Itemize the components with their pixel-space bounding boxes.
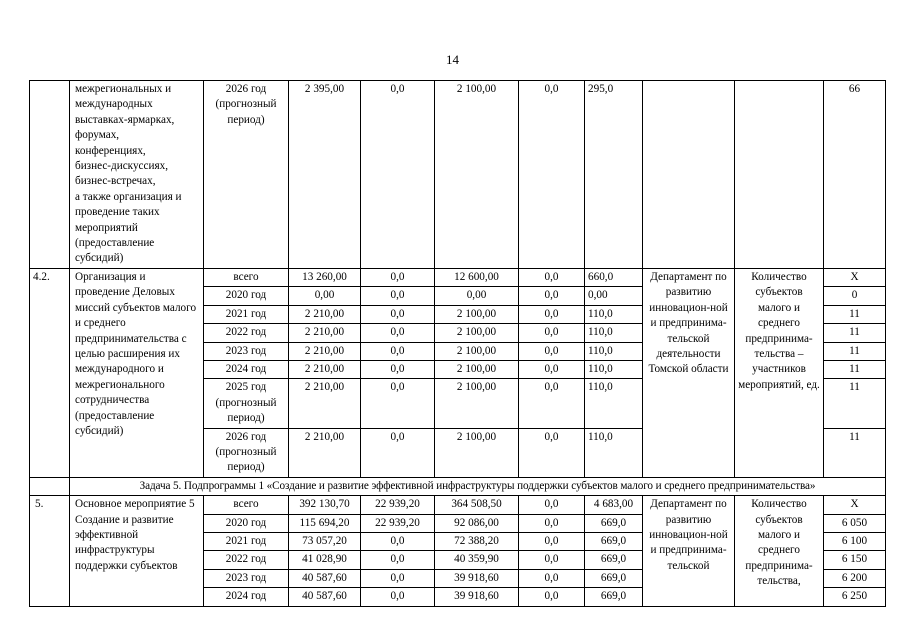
other-cell: 669,0 (585, 569, 643, 587)
local-cell: 0,0 (519, 496, 585, 514)
local-cell: 0,0 (519, 379, 585, 428)
other-cell: 110,0 (585, 324, 643, 342)
value-cell: Х (824, 496, 886, 514)
federal-cell: 0,0 (361, 532, 435, 550)
task-heading: Задача 5. Подпрограммы 1 «Создание и развитие эффективной инфраструктуры поддержки субъектов малого и среднего предпринимательства» (70, 477, 886, 495)
local-cell: 0,0 (519, 569, 585, 587)
year-cell: 2021 год (204, 305, 289, 323)
other-cell: 669,0 (585, 551, 643, 569)
regional-cell: 39 918,60 (435, 569, 519, 587)
federal-cell: 22 939,20 (361, 496, 435, 514)
name-line: а также организация и (75, 190, 182, 203)
page-number: 14 (446, 52, 459, 67)
local-cell: 0,0 (519, 588, 585, 606)
name-line: выставках-ярмарках, (75, 113, 175, 126)
item-number-cell: 4.2. (30, 268, 70, 477)
other-cell: 110,0 (585, 428, 643, 477)
regional-cell: 40 359,90 (435, 551, 519, 569)
total-cell: 40 587,60 (289, 588, 361, 606)
regional-cell: 72 388,20 (435, 532, 519, 550)
value-cell: 11 (824, 342, 886, 360)
name-line: международных (75, 98, 153, 111)
local-cell: 0,0 (519, 81, 585, 269)
year-cell: 2024 год (204, 360, 289, 378)
regional-cell: 39 918,60 (435, 588, 519, 606)
other-cell: 669,0 (585, 588, 643, 606)
total-cell: 41 028,90 (289, 551, 361, 569)
federal-cell: 0,0 (361, 287, 435, 305)
name-line: бизнес-встречах, (75, 175, 156, 188)
other-cell: 110,0 (585, 379, 643, 428)
item-name-cell (70, 81, 204, 269)
other-cell: 4 683,00 (585, 496, 643, 514)
indicator-cell: Количество субъектов малого и среднего предпринима-тельства – участников мероприятий, ед. (735, 268, 824, 477)
total-cell: 40 587,60 (289, 569, 361, 587)
local-cell: 0,0 (519, 268, 585, 286)
regional-cell: 2 100,00 (435, 379, 519, 428)
value-cell: 11 (824, 305, 886, 323)
federal-cell: 0,0 (361, 588, 435, 606)
item-number-cell: 5. (30, 496, 70, 606)
local-cell: 0,0 (519, 532, 585, 550)
name-line: форумах, (75, 129, 120, 142)
regional-cell: 0,00 (435, 287, 519, 305)
year-cell: 2022 год (204, 551, 289, 569)
item-name-cell: Организация и проведение Деловых миссий субъектов малого и среднего предпринимательства с целью расширения их международного и межрегионального сотрудничества (предоставление субсидий) (70, 268, 204, 477)
executor-cell: Департамент по развитию инновацион-ной и предпринима-тельской деятельности Томской области (643, 268, 735, 477)
value-cell: 6 200 (824, 569, 886, 587)
year-cell: 2021 год (204, 532, 289, 550)
total-cell: 2 210,00 (289, 379, 361, 428)
other-cell: 110,0 (585, 360, 643, 378)
federal-cell: 0,0 (361, 305, 435, 323)
name-line: межрегиональных и (75, 83, 172, 95)
name-line: бизнес-дискуссиях, (75, 160, 168, 173)
local-cell: 0,0 (519, 551, 585, 569)
indicator-cell (735, 81, 824, 269)
year-cell: всего (204, 496, 289, 514)
local-cell: 0,0 (519, 360, 585, 378)
other-cell: 110,0 (585, 342, 643, 360)
federal-cell: 0,0 (361, 428, 435, 477)
total-cell: 0,00 (289, 287, 361, 305)
table-row (30, 81, 886, 269)
regional-cell: 2 100,00 (435, 428, 519, 477)
value-cell: 6 150 (824, 551, 886, 569)
value-cell: 6 250 (824, 588, 886, 606)
executor-cell: Департамент по развитию инновацион-ной и предпринима-тельской (643, 496, 735, 606)
value-cell: Х (824, 268, 886, 286)
value-cell: 66 (824, 81, 886, 269)
name-line: проведение таких (75, 206, 160, 219)
year-cell: 2026 год (прогнозный период) (204, 81, 289, 269)
regional-cell: 2 100,00 (435, 360, 519, 378)
value-cell: 11 (824, 379, 886, 428)
total-cell: 2 210,00 (289, 360, 361, 378)
other-cell: 110,0 (585, 305, 643, 323)
total-cell: 2 210,00 (289, 324, 361, 342)
regional-cell: 12 600,00 (435, 268, 519, 286)
federal-cell: 0,0 (361, 360, 435, 378)
federal-cell: 0,0 (361, 551, 435, 569)
local-cell: 0,0 (519, 287, 585, 305)
total-cell: 13 260,00 (289, 268, 361, 286)
value-cell: 0 (824, 287, 886, 305)
year-cell: всего (204, 268, 289, 286)
local-cell: 0,0 (519, 428, 585, 477)
table-row (30, 477, 886, 495)
regional-cell: 2 100,00 (435, 305, 519, 323)
regional-cell: 364 508,50 (435, 496, 519, 514)
value-cell: 11 (824, 360, 886, 378)
total-cell: 2 210,00 (289, 428, 361, 477)
total-cell: 2 395,00 (289, 81, 361, 269)
program-table (29, 80, 886, 607)
name-line: мероприятий (75, 221, 138, 234)
federal-cell: 0,0 (361, 268, 435, 286)
value-cell: 6 100 (824, 532, 886, 550)
total-cell: 392 130,70 (289, 496, 361, 514)
name-line: субсидий) (75, 252, 124, 265)
other-cell: 295,0 (585, 81, 643, 269)
regional-cell: 2 100,00 (435, 324, 519, 342)
value-cell: 6 050 (824, 514, 886, 532)
item-number-cell (30, 81, 70, 269)
indicator-cell: Количество субъектов малого и среднего предпринима-тельства, (735, 496, 824, 606)
table-row (30, 268, 886, 286)
total-cell: 115 694,20 (289, 514, 361, 532)
local-cell: 0,0 (519, 305, 585, 323)
year-cell: 2025 год (прогнозный период) (204, 379, 289, 428)
other-cell: 669,0 (585, 532, 643, 550)
year-cell: 2024 год (204, 588, 289, 606)
federal-cell: 0,0 (361, 342, 435, 360)
year-cell: 2023 год (204, 342, 289, 360)
executor-cell (643, 81, 735, 269)
other-cell: 660,0 (585, 268, 643, 286)
name-line: (предоставление (75, 237, 155, 250)
year-cell: 2022 год (204, 324, 289, 342)
year-cell: 2020 год (204, 514, 289, 532)
federal-cell: 0,0 (361, 379, 435, 428)
year-cell: 2020 год (204, 287, 289, 305)
value-cell: 11 (824, 428, 886, 477)
regional-cell: 2 100,00 (435, 342, 519, 360)
item-name-cell: Основное мероприятие 5 Создание и развитие эффективной инфраструктуры поддержки субъектов (70, 496, 204, 606)
year-cell: 2026 год (прогнозный период) (204, 428, 289, 477)
other-cell: 0,00 (585, 287, 643, 305)
table-row (30, 496, 886, 514)
total-cell: 73 057,20 (289, 532, 361, 550)
regional-cell: 2 100,00 (435, 81, 519, 269)
total-cell: 2 210,00 (289, 305, 361, 323)
local-cell: 0,0 (519, 342, 585, 360)
federal-cell: 0,0 (361, 81, 435, 269)
federal-cell: 0,0 (361, 569, 435, 587)
regional-cell: 92 086,00 (435, 514, 519, 532)
value-cell: 11 (824, 324, 886, 342)
local-cell: 0,0 (519, 514, 585, 532)
federal-cell: 0,0 (361, 324, 435, 342)
total-cell: 2 210,00 (289, 342, 361, 360)
other-cell: 669,0 (585, 514, 643, 532)
local-cell: 0,0 (519, 324, 585, 342)
year-cell: 2023 год (204, 569, 289, 587)
federal-cell: 22 939,20 (361, 514, 435, 532)
name-line: конференциях, (75, 144, 146, 157)
task-number-cell (30, 477, 70, 495)
